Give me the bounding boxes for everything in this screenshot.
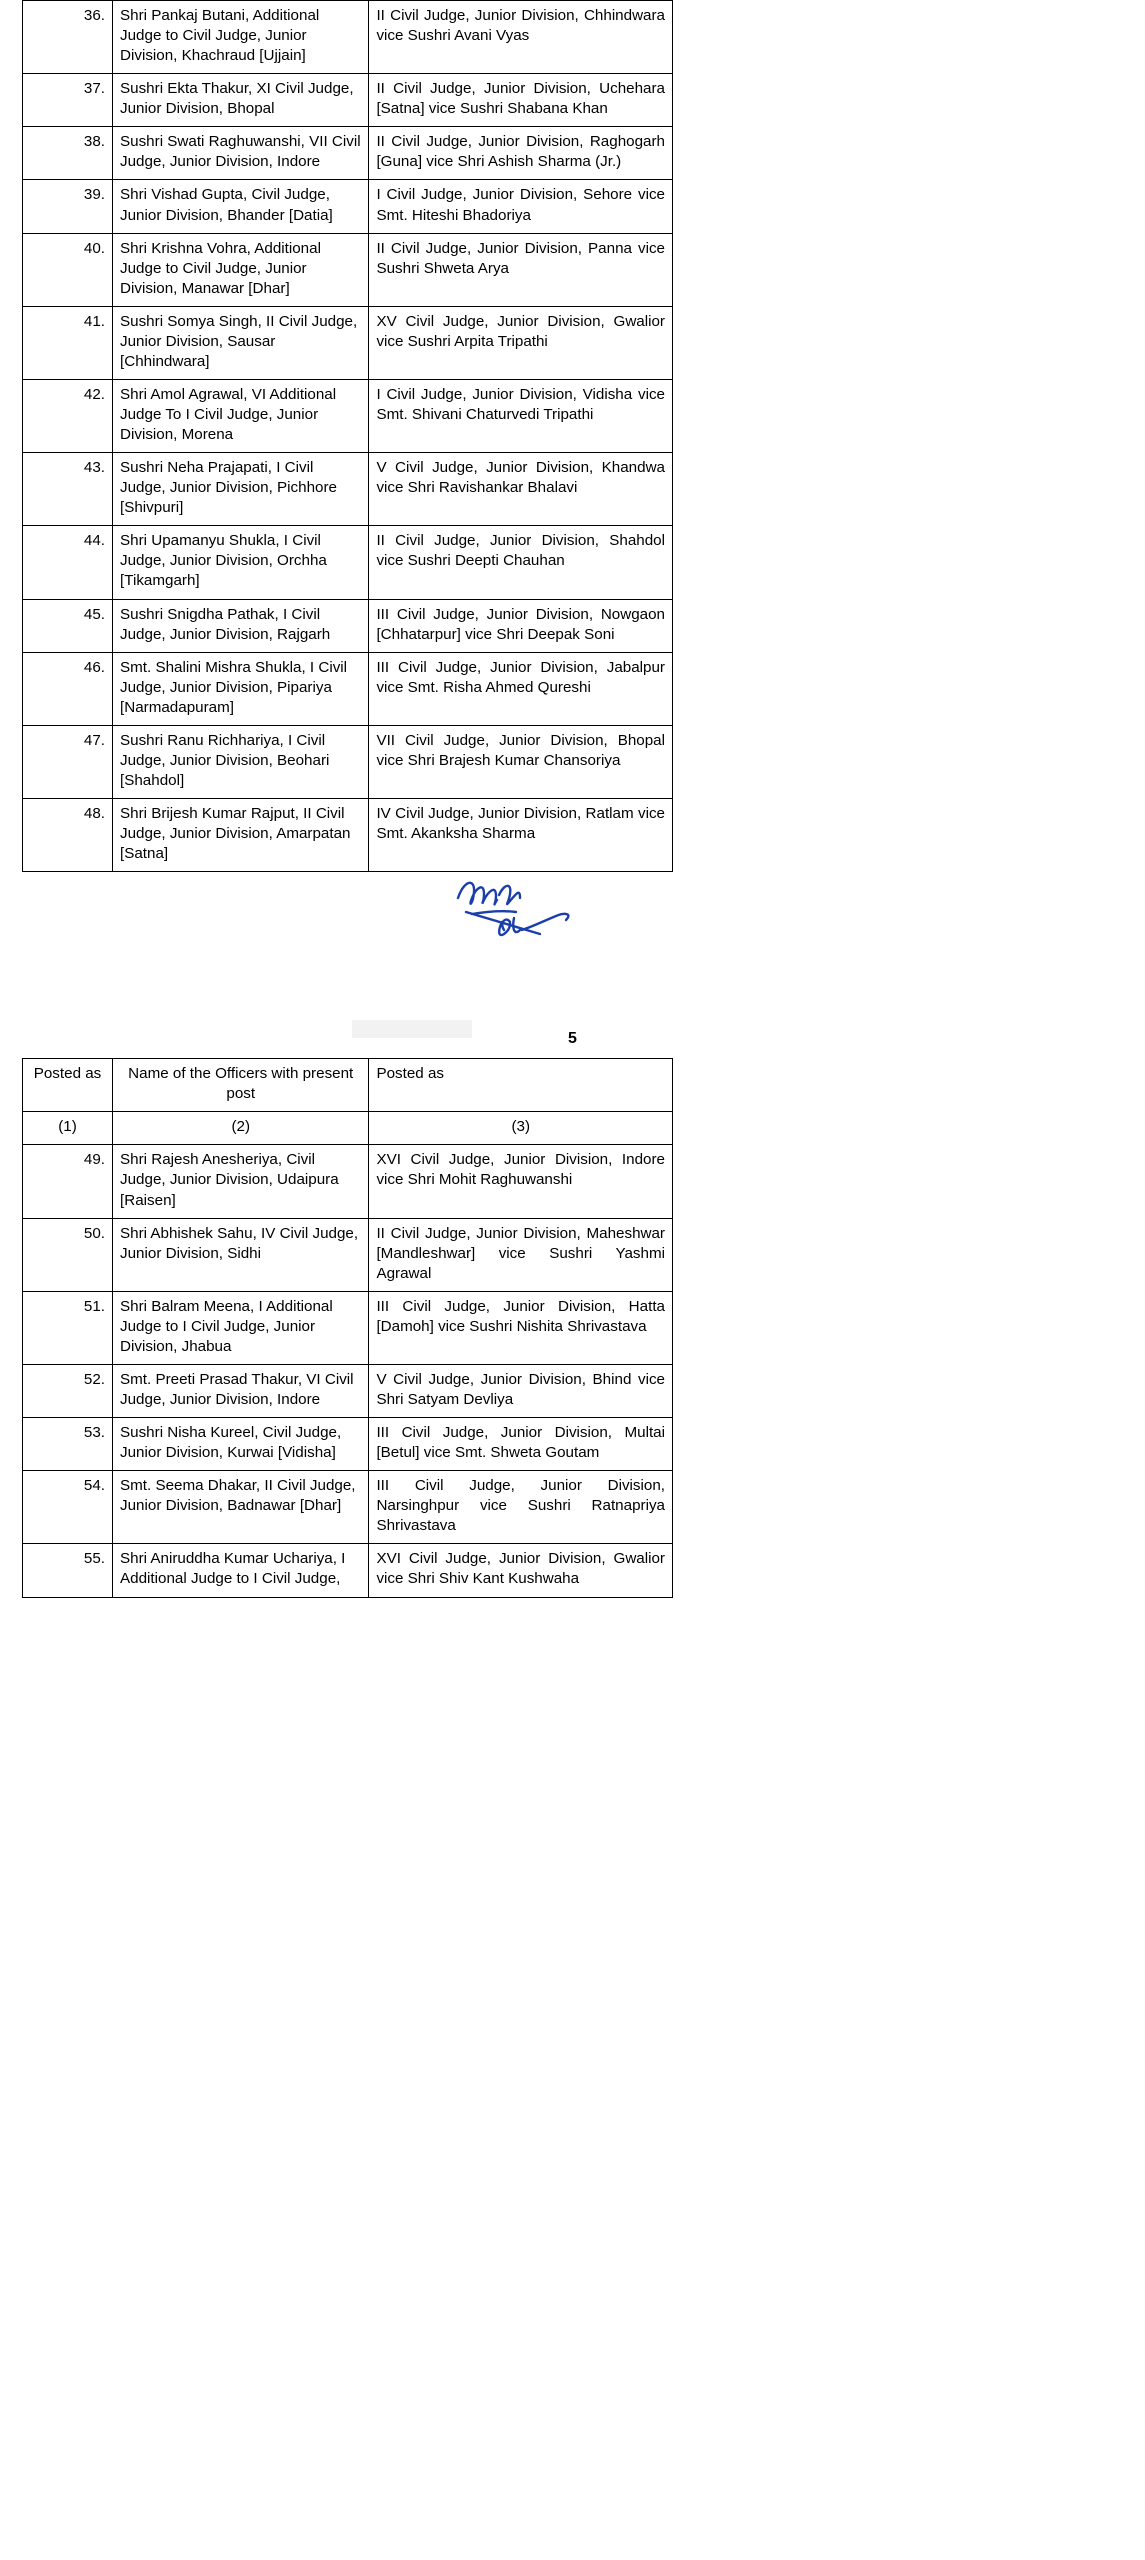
row-officer-name: Smt. Seema Dhakar, II Civil Judge, Junior Division, Badnawar [Dhar] (113, 1471, 369, 1544)
table-row (23, 379, 673, 452)
transfer-table-bottom (22, 1058, 673, 1597)
table-row (23, 1471, 673, 1544)
table-row (23, 1418, 673, 1471)
row-posted-as: XVI Civil Judge, Junior Division, Gwalior vice Shri Shiv Kant Kushwaha (369, 1544, 673, 1597)
row-posted-as: V Civil Judge, Junior Division, Khandwa vice Shri Ravishankar Bhalavi (369, 453, 673, 526)
table-row (23, 306, 673, 379)
page-number: 5 (568, 1030, 577, 1048)
table-row (23, 1, 673, 74)
header-posted-as: Posted as (369, 1059, 673, 1112)
transfer-table-top (22, 0, 673, 872)
row-officer-name: Sushri Nisha Kureel, Civil Judge, Junior Division, Kurwai [Vidisha] (113, 1418, 369, 1471)
row-serial: 52. (23, 1364, 113, 1417)
table-row (23, 233, 673, 306)
row-officer-name: Sushri Swati Raghuwanshi, VII Civil Judge, Junior Division, Indore (113, 127, 369, 180)
row-officer-name: Smt. Shalini Mishra Shukla, I Civil Judge, Junior Division, Pipariya [Narmadapuram] (113, 652, 369, 725)
row-officer-name: Shri Vishad Gupta, Civil Judge, Junior Division, Bhander [Datia] (113, 180, 369, 233)
column-number-row (23, 1112, 673, 1145)
header-officer-name: Name of the Officers with present post (113, 1059, 369, 1112)
row-serial: 47. (23, 725, 113, 798)
row-posted-as: V Civil Judge, Junior Division, Bhind vice Shri Satyam Devliya (369, 1364, 673, 1417)
table-row (23, 799, 673, 872)
row-posted-as: XV Civil Judge, Junior Division, Gwalior vice Sushri Arpita Tripathi (369, 306, 673, 379)
row-posted-as: III Civil Judge, Junior Division, Nowgaon [Chhatarpur] vice Shri Deepak Soni (369, 599, 673, 652)
row-officer-name: Shri Aniruddha Kumar Uchariya, I Additional Judge to I Civil Judge, (113, 1544, 369, 1597)
row-officer-name: Sushri Somya Singh, II Civil Judge, Junior Division, Sausar [Chhindwara] (113, 306, 369, 379)
row-officer-name: Shri Amol Agrawal, VI Additional Judge To I Civil Judge, Junior Division, Morena (113, 379, 369, 452)
row-serial: 53. (23, 1418, 113, 1471)
table-row (23, 1218, 673, 1291)
row-posted-as: II Civil Judge, Junior Division, Panna vice Sushri Shweta Arya (369, 233, 673, 306)
row-serial: 45. (23, 599, 113, 652)
header-number-2: (2) (113, 1112, 369, 1145)
header-posted-as-left: Posted as (23, 1059, 113, 1112)
row-officer-name: Shri Rajesh Anesheriya, Civil Judge, Junior Division, Udaipura [Raisen] (113, 1145, 369, 1218)
row-serial: 37. (23, 74, 113, 127)
signature-area (22, 872, 673, 958)
row-serial: 40. (23, 233, 113, 306)
row-officer-name: Shri Abhishek Sahu, IV Civil Judge, Junior Division, Sidhi (113, 1218, 369, 1291)
row-serial: 55. (23, 1544, 113, 1597)
row-posted-as: I Civil Judge, Junior Division, Sehore vice Smt. Hiteshi Bhadoriya (369, 180, 673, 233)
row-posted-as: VII Civil Judge, Junior Division, Bhopal vice Shri Brajesh Kumar Chansoriya (369, 725, 673, 798)
row-serial: 46. (23, 652, 113, 725)
row-serial: 54. (23, 1471, 113, 1544)
row-officer-name: Sushri Neha Prajapati, I Civil Judge, Junior Division, Pichhore [Shivpuri] (113, 453, 369, 526)
row-posted-as: III Civil Judge, Junior Division, Jabalpur vice Smt. Risha Ahmed Qureshi (369, 652, 673, 725)
row-officer-name: Shri Krishna Vohra, Additional Judge to Civil Judge, Junior Division, Manawar [Dhar] (113, 233, 369, 306)
row-posted-as: III Civil Judge, Junior Division, Multai [Betul] vice Smt. Shweta Goutam (369, 1418, 673, 1471)
table-row (23, 652, 673, 725)
row-posted-as: II Civil Judge, Junior Division, Maheshwar [Mandleshwar] vice Sushri Yashmi Agrawal (369, 1218, 673, 1291)
handwritten-signature-icon (442, 868, 632, 948)
table-row (23, 526, 673, 599)
row-posted-as: II Civil Judge, Junior Division, Uchehara [Satna] vice Sushri Shabana Khan (369, 74, 673, 127)
scan-section-top (0, 0, 1145, 958)
row-serial: 41. (23, 306, 113, 379)
row-posted-as: II Civil Judge, Junior Division, Shahdol vice Sushri Deepti Chauhan (369, 526, 673, 599)
row-posted-as: II Civil Judge, Junior Division, Chhindwara vice Sushri Avani Vyas (369, 1, 673, 74)
row-officer-name: Shri Pankaj Butani, Additional Judge to Civil Judge, Junior Division, Khachraud [Ujjain] (113, 1, 369, 74)
table-row (23, 599, 673, 652)
row-posted-as: III Civil Judge, Junior Division, Hatta [Damoh] vice Sushri Nishita Shrivastava (369, 1291, 673, 1364)
row-officer-name: Sushri Ranu Richhariya, I Civil Judge, Junior Division, Beohari [Shahdol] (113, 725, 369, 798)
row-serial: 49. (23, 1145, 113, 1218)
row-officer-name: Shri Brijesh Kumar Rajput, II Civil Judge, Junior Division, Amarpatan [Satna] (113, 799, 369, 872)
page-break-gap (0, 958, 1145, 1016)
row-officer-name: Sushri Snigdha Pathak, I Civil Judge, Junior Division, Rajgarh (113, 599, 369, 652)
table-row (23, 180, 673, 233)
table-top-body (23, 1, 673, 872)
table-row (23, 74, 673, 127)
row-posted-as: II Civil Judge, Junior Division, Raghogarh [Guna] vice Shri Ashish Sharma (Jr.) (369, 127, 673, 180)
table-row (23, 127, 673, 180)
row-serial: 44. (23, 526, 113, 599)
row-serial: 36. (23, 1, 113, 74)
row-serial: 39. (23, 180, 113, 233)
row-posted-as: I Civil Judge, Junior Division, Vidisha vice Smt. Shivani Chaturvedi Tripathi (369, 379, 673, 452)
table-row (23, 1364, 673, 1417)
table-row (23, 1145, 673, 1218)
row-officer-name: Shri Balram Meena, I Additional Judge to I Civil Judge, Junior Division, Jhabua (113, 1291, 369, 1364)
row-serial: 50. (23, 1218, 113, 1291)
scan-artifact (352, 1020, 472, 1038)
row-serial: 43. (23, 453, 113, 526)
header-number-3: (3) (369, 1112, 673, 1145)
table-row (23, 1291, 673, 1364)
table-bottom-body (23, 1145, 673, 1597)
table-row (23, 1544, 673, 1597)
table-row (23, 725, 673, 798)
row-serial: 38. (23, 127, 113, 180)
row-officer-name: Sushri Ekta Thakur, XI Civil Judge, Junior Division, Bhopal (113, 74, 369, 127)
row-serial: 48. (23, 799, 113, 872)
column-header-row (23, 1059, 673, 1112)
row-serial: 42. (23, 379, 113, 452)
row-officer-name: Shri Upamanyu Shukla, I Civil Judge, Junior Division, Orchha [Tikamgarh] (113, 526, 369, 599)
table-row (23, 453, 673, 526)
row-officer-name: Smt. Preeti Prasad Thakur, VI Civil Judge, Junior Division, Indore (113, 1364, 369, 1417)
header-number-1: (1) (23, 1112, 113, 1145)
row-posted-as: XVI Civil Judge, Junior Division, Indore vice Shri Mohit Raghuwanshi (369, 1145, 673, 1218)
row-posted-as: III Civil Judge, Junior Division, Narsinghpur vice Sushri Ratnapriya Shrivastava (369, 1471, 673, 1544)
scan-section-bottom (0, 1016, 1145, 1597)
table-header (23, 1059, 673, 1145)
row-posted-as: IV Civil Judge, Junior Division, Ratlam vice Smt. Akanksha Sharma (369, 799, 673, 872)
row-serial: 51. (23, 1291, 113, 1364)
